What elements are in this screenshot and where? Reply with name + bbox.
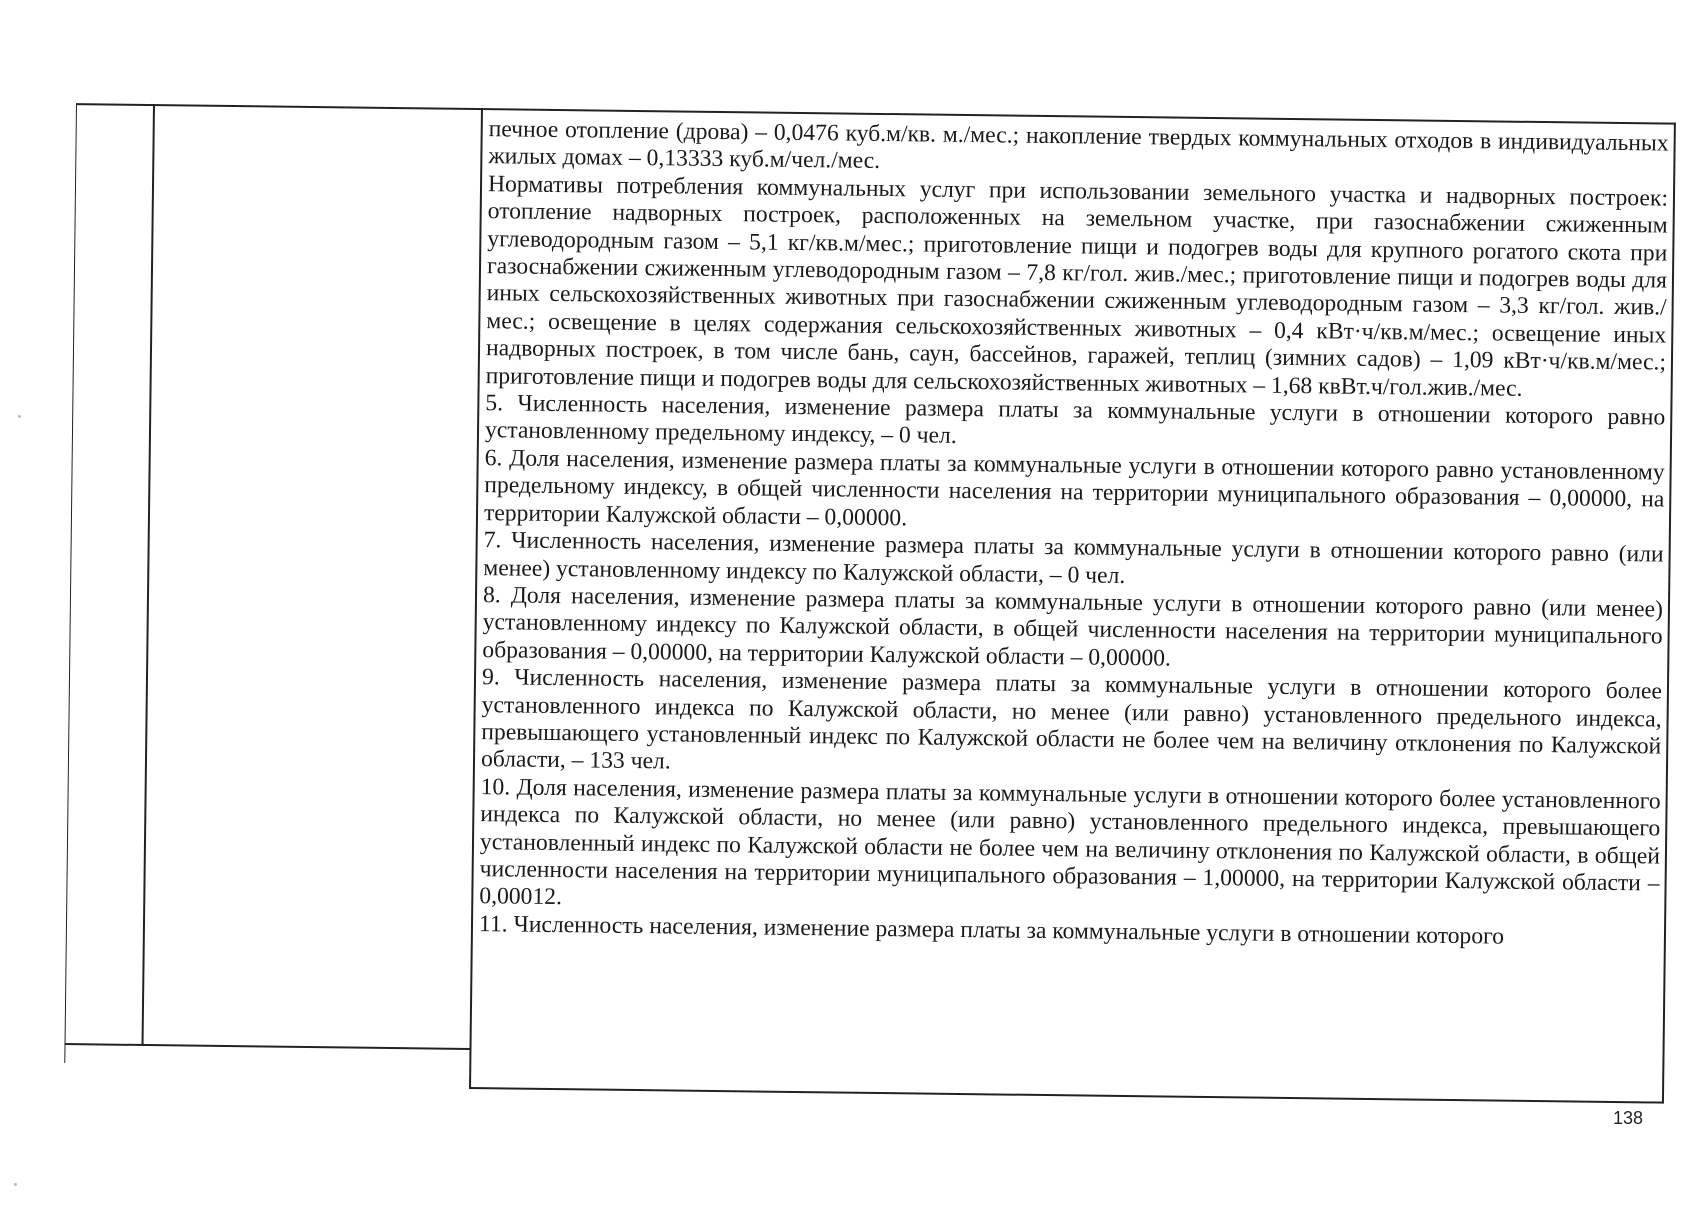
paragraph-item-6: 6. Доля населения, изменение размера платы за коммунальные услуги в отношении которого равно установленному предельному индексу, в общей численности населения на территории муниципального образования – 0,00000, на территории Калужской области – 0,00000. [483,445,1665,531]
paragraph-norms: Нормативы потребления коммунальных услуг при использовании земельного участка и надворных построек: отопление надворных построек, расположенных на земельном участке, при газоснабжении сжиженным углеводородным газом – 5,1 кг/кв.м/мес.; приготовление пищи и подогрев воды для крупного рогатого скота при газоснабжении сжиженным углеводородным газом – 7,8 кг/гол. жив./мес.; приготовление пищи и подогрев воды для иных сельскохозяйственных животных при газоснабжении сжиженным углеводородным газом – 3,3 кг/гол. жив./мес.; освещение в целях содержания сельскохозяйственных животных – 0,4 кВт·ч/кв.м/мес.; освещение иных надворных построек, в том числе бань, саун, бассейнов, гаражей, теплиц (зимних садов) – 1,09 кВт·ч/кв.м/мес.; приготовление пищи и подогрев воды для сельскохозяйственных животных – 1,68 квВт.ч/гол.жив./мес. [485,170,1669,402]
table-text-cell [477,116,1669,1105]
page-number: 138 [1613,1108,1644,1128]
scan-speck [18,415,21,418]
scan-speck [14,1183,17,1186]
paragraph-item-7: 7. Численность населения, изменение размера платы за коммунальные услуги в отношении которого равно (или менее) установленному индексу по Калужской области, – 0 чел. [483,527,1664,589]
paragraph-item-5: 5. Численность населения, изменение размера платы за коммунальные услуги в отношении которого равно установленному предельному индексу, – 0 чел. [484,390,1666,450]
paragraph-item-10: 10. Доля населения, изменение размера платы за коммунальные услуги в отношении которого более установленного индекса по Калужской области, но менее (или равно) установленного предельного индекса, превышающего установленный индекс по Калужской области не более чем на величину отклонения по Калужской области, в общей численности населения на территории муниципального образования – 1,00000, на территории Калужской области – 0,00012. [479,773,1661,911]
paragraph-heating: печное отопление (дрова) – 0,0476 куб.м/кв. м./мес.; накопление твердых коммунальных отходов в индивидуальных жилых домах – 0,13333 куб.м/чел./мес. [488,116,1669,175]
paragraph-item-11: 11. Численность населения, изменение размера платы за коммунальные услуги в отношении которого [478,910,1505,950]
paragraph-item-8: 8. Доля населения, изменение размера платы за коммунальные услуги в отношении которого равно (или менее) установленному индексу по Калужской области, в общей численности населения на территории муниципального образования – 0,00000, на территории Калужской области – 0,00000. [482,582,1664,672]
paragraph-item-9: 9. Численность населения, изменение размера платы за коммунальные услуги в отношении которого более установленного индекса по Калужской области, но менее (или равно) установленного предельного индекса, превышающего установленный индекс по Калужской области не более чем на величину отклонения по Калужской области, – 133 чел. [480,664,1663,775]
